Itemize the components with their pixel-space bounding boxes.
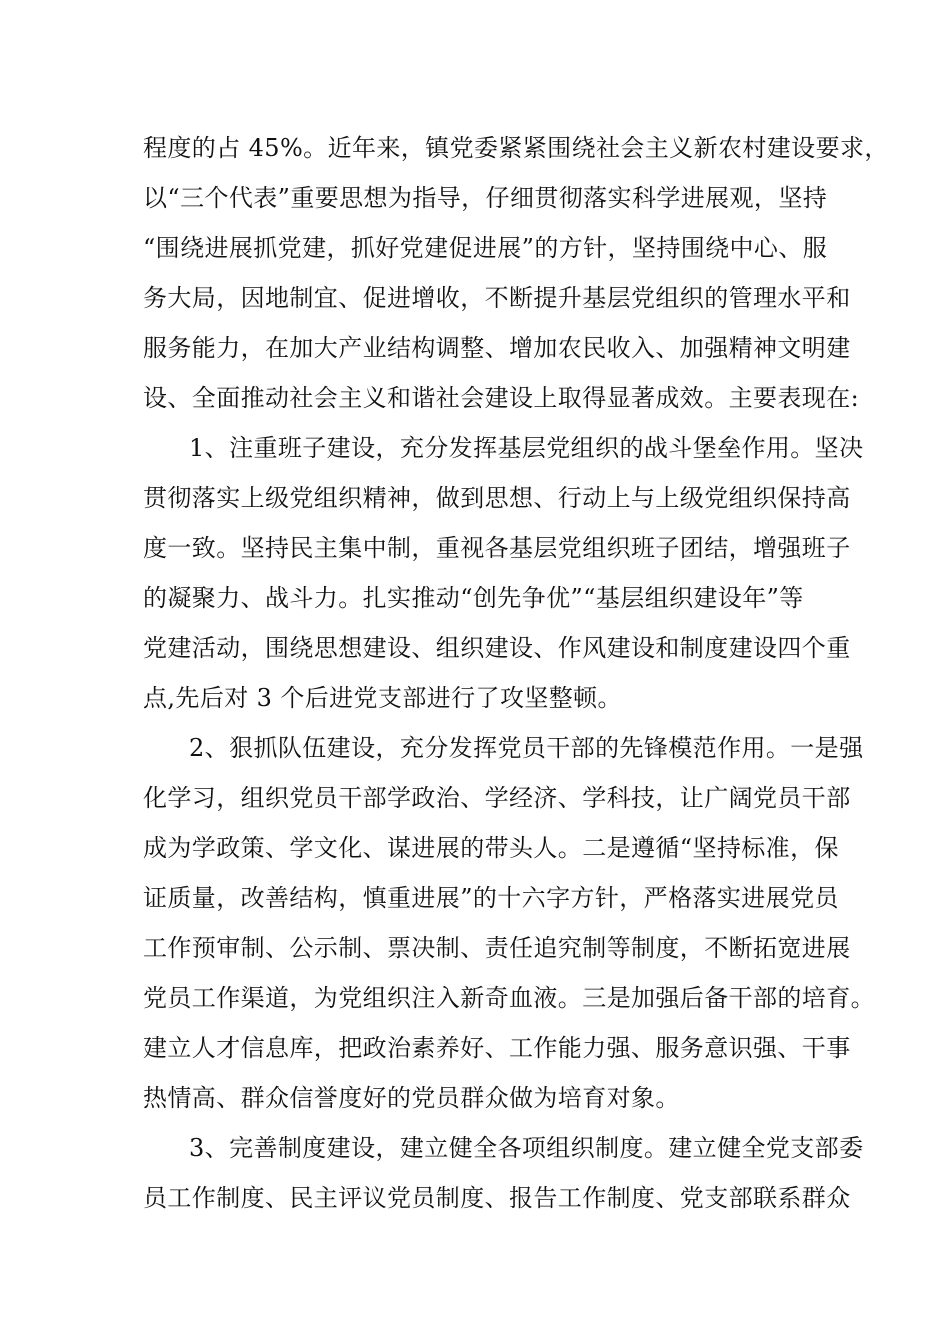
text-line: 成为学政策、学文化、谋进展的带头人。二是遵循“坚持标准，保: [143, 834, 839, 862]
paragraph-1: [143, 123, 889, 423]
text-line: 证质量，改善结构，慎重进展”的十六字方针，严格落实进展党员: [143, 884, 839, 912]
text-line: 1、注重班子建设，充分发挥基层党组织的战斗堡垒作用。坚决: [189, 434, 864, 462]
text-line: 程度的占 45%。近年来，镇党委紧紧围绕社会主义新农村建设要求，: [143, 134, 889, 162]
text-line: 点,先后对 3 个后进党支部进行了攻坚整顿。: [143, 684, 622, 712]
text-line: 3、完善制度建设，建立健全各项组织制度。建立健全党支部委: [189, 1134, 864, 1162]
text-line: 党员工作渠道，为党组织注入新奇血液。三是加强后备干部的培育。: [143, 984, 875, 1012]
text-line: “围绕进展抓党建，抓好党建促进展”的方针，坚持围绕中心、服: [143, 234, 828, 262]
text-line: 服务能力，在加大产业结构调整、增加农民收入、加强精神文明建: [143, 334, 851, 362]
paragraph-2: [143, 423, 864, 723]
text-line: 热情高、群众信誉度好的党员群众做为培育对象。: [143, 1084, 680, 1112]
text-line: 的凝聚力、战斗力。扎实推动“创先争优”“基层组织建设年”等: [143, 584, 804, 612]
text-line: 建立人才信息库，把政治素养好、工作能力强、服务意识强、干事: [143, 1034, 851, 1062]
text-line: 度一致。坚持民主集中制，重视各基层党组织班子团结，增强班子: [143, 534, 851, 562]
text-line: 以“三个代表”重要思想为指导，仔细贯彻落实科学进展观，坚持: [143, 184, 828, 212]
text-line: 党建活动，围绕思想建设、组织建设、作风建设和制度建设四个重: [143, 634, 851, 662]
text-line: 工作预审制、公示制、票决制、责任追究制等制度，不断拓宽进展: [143, 934, 851, 962]
text-line: 务大局，因地制宜、促进增收，不断提升基层党组织的管理水平和: [143, 284, 851, 312]
paragraph-3: [143, 723, 875, 1123]
text-line: 贯彻落实上级党组织精神，做到思想、行动上与上级党组织保持高: [143, 484, 851, 512]
text-line: 2、狠抓队伍建设，充分发挥党员干部的先锋模范作用。一是强: [189, 734, 864, 762]
text-line: 化学习，组织党员干部学政治、学经济、学科技，让广阔党员干部: [143, 784, 851, 812]
paragraph-4: [143, 1123, 864, 1223]
document-body: [143, 123, 889, 1223]
text-line: 员工作制度、民主评议党员制度、报告工作制度、党支部联系群众: [143, 1184, 851, 1212]
text-line: 设、全面推动社会主义和谐社会建设上取得显著成效。主要表现在:: [143, 384, 860, 412]
